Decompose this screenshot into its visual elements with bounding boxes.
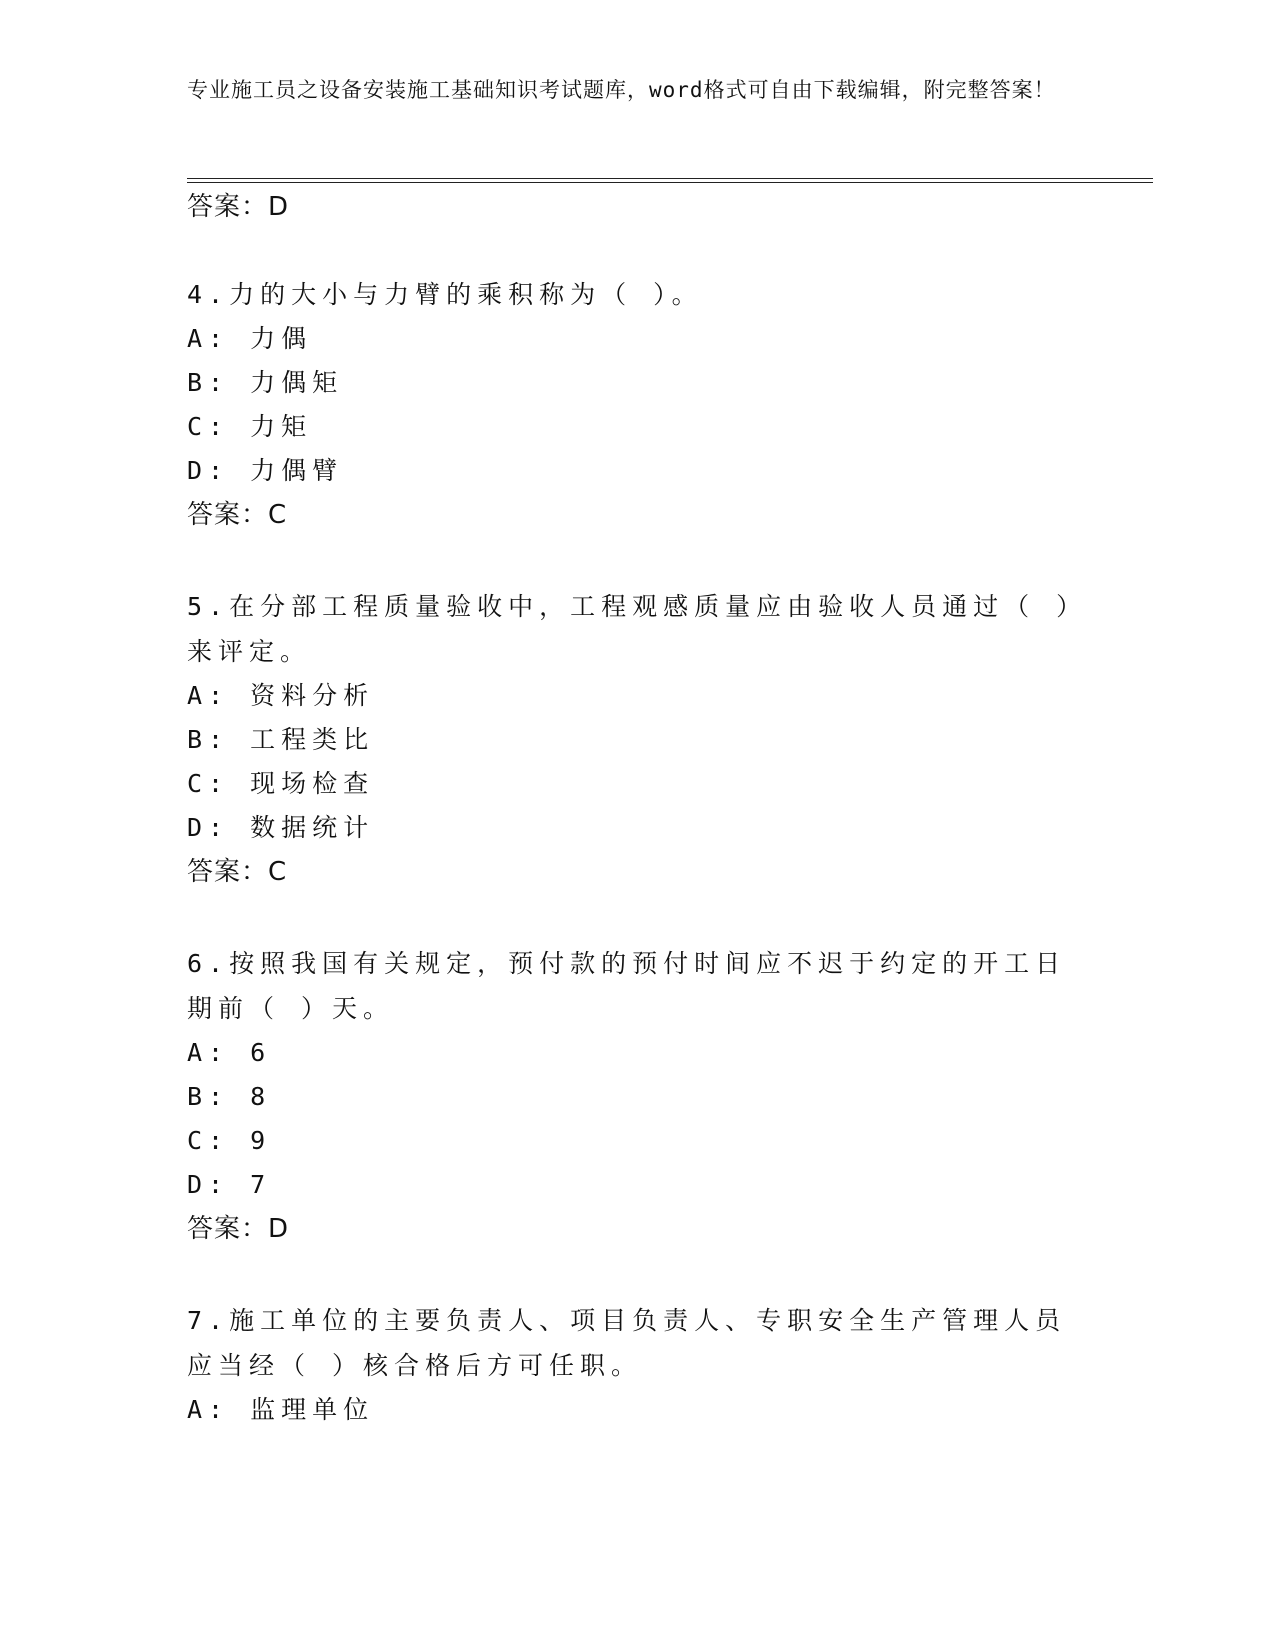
option-5d: D: 数据统计 — [187, 813, 375, 842]
option-4c: C: 力矩 — [187, 412, 313, 441]
answer-4: 答案：C — [187, 500, 288, 530]
option-6d: D: 7 — [187, 1170, 272, 1199]
option-5b: B: 工程类比 — [187, 725, 375, 754]
option-5c: C: 现场检查 — [187, 769, 375, 798]
question-5: 5.在分部工程质量验收中，工程观感质量应由验收人员通过（ ）来评定。 — [187, 592, 1075, 666]
option-7a: A: 监理单位 — [187, 1395, 375, 1424]
document-header: 专业施工员之设备安装施工基础知识考试题库，word格式可自由下载编辑，附完整答案！ — [187, 78, 1056, 102]
option-6b: B: 8 — [187, 1082, 272, 1111]
option-4a: A: 力偶 — [187, 324, 313, 353]
option-6c: C: 9 — [187, 1126, 272, 1155]
option-4b: B: 力偶矩 — [187, 368, 344, 397]
header-divider-bottom — [187, 182, 1153, 183]
question-7: 7.施工单位的主要负责人、项目负责人、专职安全生产管理人员应当经（ ）核合格后方可任职。 — [187, 1306, 1067, 1380]
answer-3: 答案：D — [187, 192, 290, 222]
header-divider-top — [187, 178, 1153, 179]
answer-5: 答案：C — [187, 857, 288, 887]
option-5a: A: 资料分析 — [187, 681, 375, 710]
option-6a: A: 6 — [187, 1038, 272, 1067]
option-4d: D: 力偶臂 — [187, 456, 344, 485]
question-6: 6.按照我国有关规定，预付款的预付时间应不迟于约定的开工日期前（ ）天。 — [187, 949, 1067, 1023]
answer-6: 答案：D — [187, 1214, 290, 1244]
question-4: 4.力的大小与力臂的乘积称为（ ）。 — [187, 280, 703, 309]
